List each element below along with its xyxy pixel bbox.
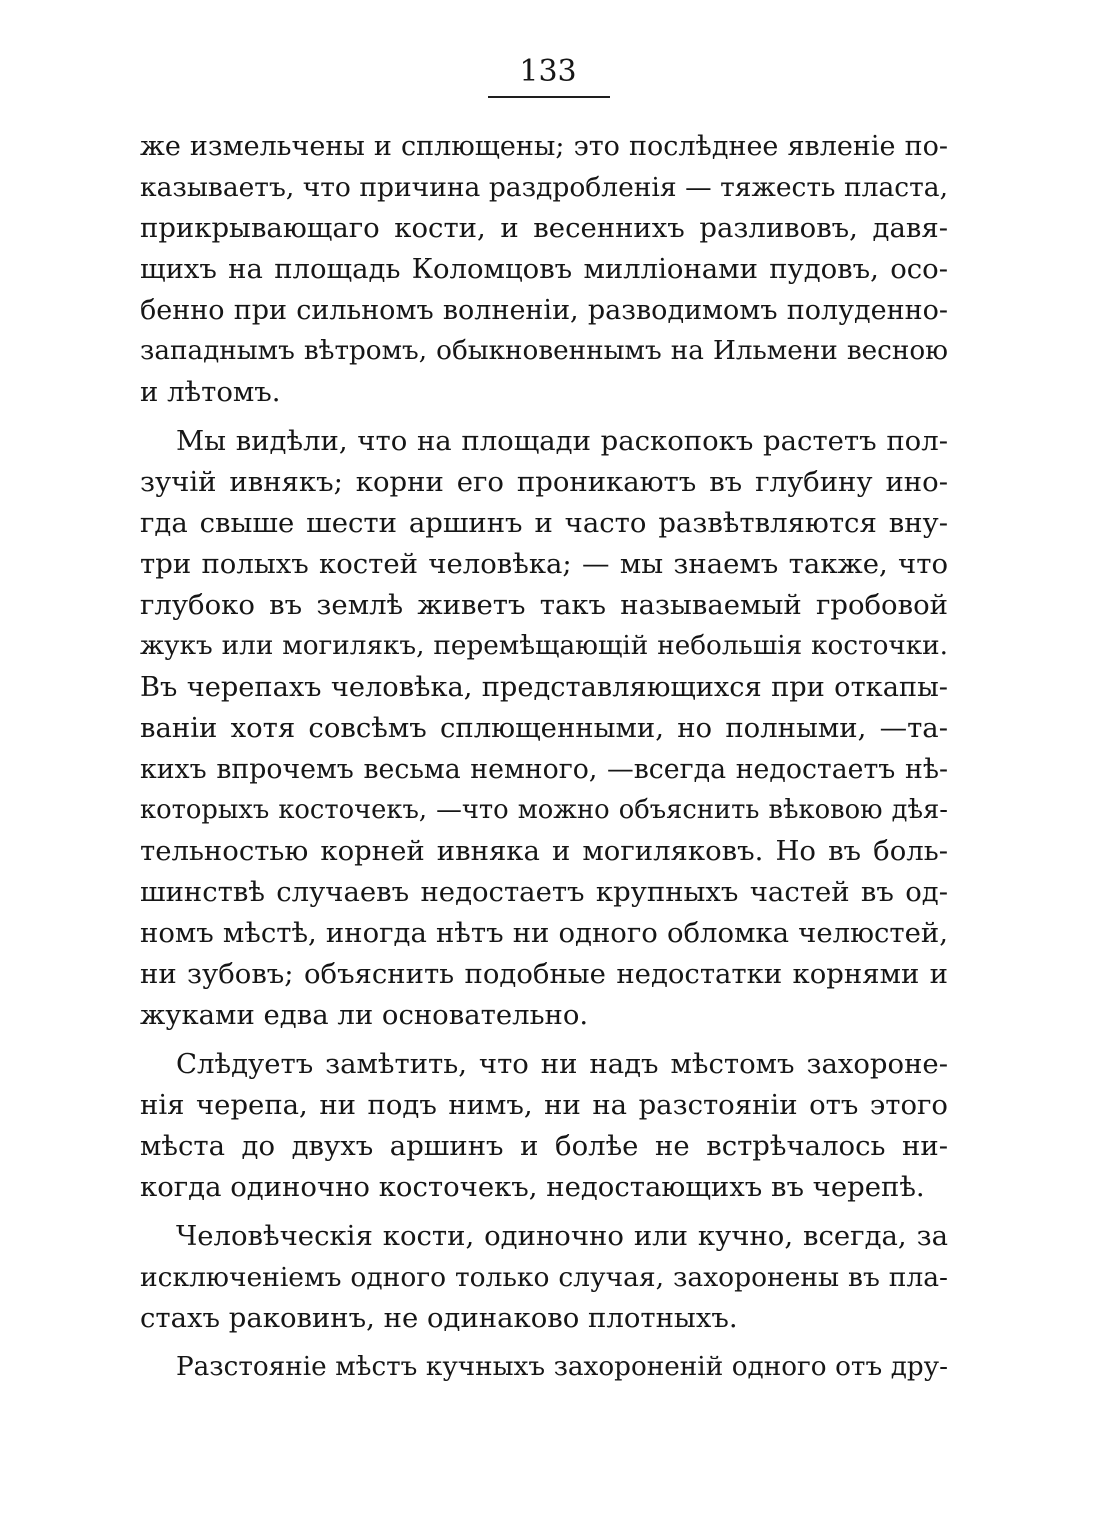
text-line: Въ черепахъ человѣка, представляющихся при откапы-: [140, 672, 948, 703]
page-number: 133: [519, 54, 577, 89]
header-rule: [488, 96, 610, 98]
paragraph-gap: [140, 413, 948, 421]
text-line: которыхъ косточекъ, —что можно объяснить вѣковою дѣя-: [140, 795, 948, 825]
text-line: мѣста до двухъ аршинъ и болѣе не встрѣчалось ни-: [140, 1130, 948, 1162]
text-line: прикрывающаго кости, и весеннихъ разливовъ, давя-: [140, 212, 948, 244]
paragraph-3: [140, 1044, 948, 1208]
paragraph-4: [140, 1216, 948, 1339]
text-line: казываетъ, что причина раздробленія — тяжесть пласта,: [140, 172, 948, 203]
text-line: Слѣдуетъ замѣтить, что ни надъ мѣстомъ захороне-: [176, 1048, 948, 1080]
text-line: стахъ раковинъ, не одинаково плотныхъ.: [140, 1302, 738, 1334]
text-line: шинствѣ случаевъ недостаетъ крупныхъ частей въ од-: [140, 876, 948, 908]
text-line: же измельчены и сплющены; это послѣднее явленіе по-: [140, 131, 948, 162]
text-line: щихъ на площадь Коломцовъ милліонами пудовъ, осо-: [140, 253, 948, 285]
text-line: гда свыше шести аршинъ и часто развѣтвляются вну-: [140, 507, 948, 539]
text-line: Разстояніе мѣстъ кучныхъ захороненій одного отъ дру-: [176, 1352, 948, 1382]
paragraph-2: [140, 421, 948, 1036]
text-line: ни зубовъ; объяснить подобные недостатки корнями и: [140, 958, 948, 990]
paragraph-gap: [140, 1339, 948, 1347]
text-line: западнымъ вѣтромъ, обыкновеннымъ на Ильмени весною: [140, 336, 948, 366]
text-line: нія черепа, ни подъ нимъ, ни на разстояніи отъ этого: [140, 1089, 948, 1121]
paragraph-1: [140, 126, 948, 413]
text-line: жуками едва ли основательно.: [140, 999, 589, 1031]
text-line: три полыхъ костей человѣка; — мы знаемъ также, что: [140, 548, 948, 580]
text-line: кихъ впрочемъ весьма немного, —всегда недостаетъ нѣ-: [140, 754, 948, 785]
paragraph-5: [140, 1347, 948, 1388]
text-line: тельностью корней ивняка и могиляковъ. Но въ боль-: [140, 835, 948, 867]
text-line: и лѣтомъ.: [140, 376, 281, 408]
text-line: зучій ивнякъ; корни его проникаютъ въ глубину ино-: [140, 466, 948, 498]
text-line: глубоко въ землѣ живетъ такъ называемый гробовой: [140, 589, 948, 621]
text-line: Человѣческія кости, одиночно или кучно, всегда, за: [176, 1220, 948, 1252]
paragraph-gap: [140, 1208, 948, 1216]
text-line: когда одиночно косточекъ, недостающихъ въ черепѣ.: [140, 1171, 925, 1203]
text-line: бенно при сильномъ волненіи, разводимомъ полуденно-: [140, 295, 948, 326]
text-block: [140, 126, 948, 1388]
text-line: жукъ или могилякъ, перемѣщающій небольшія косточки.: [140, 631, 948, 661]
text-line: номъ мѣстѣ, иногда нѣтъ ни одного обломка челюстей,: [140, 917, 948, 949]
text-line: ваніи хотя совсѣмъ сплющенными, но полными, —та-: [140, 712, 948, 744]
text-line: исключеніемъ одного только случая, захоронены въ пла-: [140, 1262, 948, 1293]
paragraph-gap: [140, 1036, 948, 1044]
text-line: Мы видѣли, что на площади раскопокъ растетъ пол-: [176, 425, 948, 457]
